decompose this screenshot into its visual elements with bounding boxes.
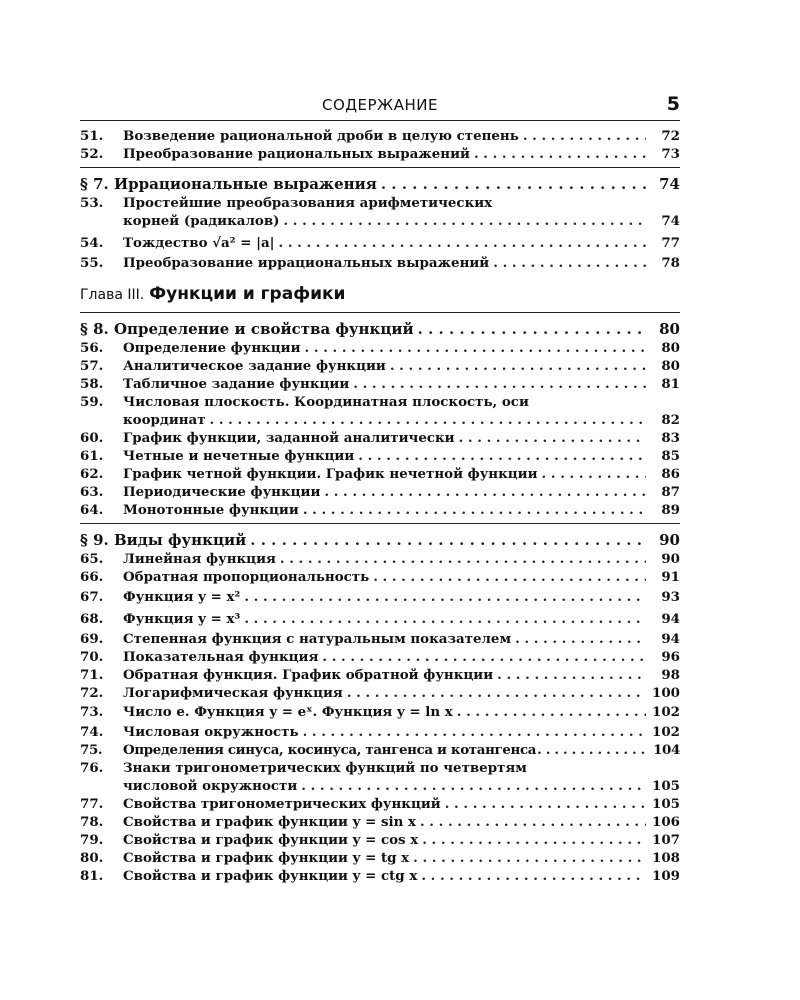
leader-dots: [537, 741, 649, 759]
entry-title: График четной функции. График нечетной функции: [123, 466, 538, 482]
section-page: 74: [659, 175, 680, 193]
entry-number: 72.: [80, 685, 104, 701]
entry-page: 96: [661, 649, 680, 665]
entry-number: 78.: [80, 814, 104, 830]
page-header: [80, 93, 680, 121]
entry-title-continued: корней (радикалов): [123, 213, 280, 229]
toc-entry[interactable]: [80, 447, 680, 465]
entry-title: Определение функции: [123, 340, 301, 356]
entry-number: 54.: [80, 235, 104, 251]
toc-entry[interactable]: [80, 339, 680, 357]
leader-dots: [418, 319, 646, 339]
leader-dots: [493, 254, 646, 272]
entry-number: 71.: [80, 667, 104, 683]
entry-page: 105: [652, 778, 680, 794]
toc-entry[interactable]: [80, 232, 680, 254]
entry-number: 58.: [80, 376, 104, 392]
section-heading[interactable]: [80, 174, 680, 194]
entry-number: 57.: [80, 358, 104, 374]
toc-entry[interactable]: [80, 759, 680, 777]
leader-dots: [250, 530, 646, 550]
entry-number: 75.: [80, 742, 103, 758]
chapter-title: Функции и графики: [149, 284, 346, 304]
entry-number: 67.: [80, 589, 104, 605]
entry-title: Обратная функция. График обратной функции: [123, 667, 494, 683]
toc-entry[interactable]: [80, 795, 680, 813]
toc-entry[interactable]: [80, 702, 680, 723]
entry-number: 77.: [80, 796, 104, 812]
toc-entry[interactable]: [80, 867, 680, 885]
leader-dots: [542, 465, 646, 483]
leader-dots: [322, 648, 646, 666]
entry-title: Логарифмическая функция: [123, 685, 343, 701]
leader-dots: [324, 483, 646, 501]
toc-page: [80, 93, 680, 885]
entry-title: Свойства и график функции y = sin x: [123, 814, 416, 830]
entry-number: 59.: [80, 394, 104, 410]
leader-dots: [381, 174, 646, 194]
leader-dots: [445, 795, 646, 813]
section-heading[interactable]: [80, 530, 680, 550]
entry-number: 66.: [80, 569, 104, 585]
entry-page: 73: [661, 146, 680, 162]
leader-dots: [422, 831, 646, 849]
entry-number: 70.: [80, 649, 104, 665]
entry-number: 55.: [80, 255, 104, 271]
toc-entry[interactable]: [80, 254, 680, 272]
leader-dots: [413, 849, 646, 867]
entry-page: 94: [661, 631, 680, 647]
leader-dots: [390, 357, 646, 375]
leader-dots: [523, 127, 646, 145]
toc-entry[interactable]: [80, 684, 680, 702]
entry-page: 102: [652, 724, 680, 740]
toc-entry[interactable]: [80, 586, 680, 608]
entry-title: Определения синуса, косинуса, тангенса и котангенса: [123, 742, 537, 758]
leader-dots: [305, 339, 646, 357]
entry-title: Аналитическое задание функции: [123, 358, 386, 374]
section-title: § 8. Определение и свойства функций: [80, 320, 414, 338]
leader-dots: [347, 684, 646, 702]
entry-number: 79.: [80, 832, 104, 848]
toc-entry[interactable]: [80, 741, 680, 759]
toc-entry-continuation[interactable]: [80, 411, 680, 429]
toc-entry-continuation[interactable]: [80, 777, 680, 795]
entry-title-continued: числовой окружности: [123, 778, 298, 794]
entry-title: Свойства тригонометрических функций: [123, 796, 441, 812]
leader-dots: [280, 550, 646, 568]
toc-entry[interactable]: [80, 127, 680, 145]
entry-page: 93: [661, 589, 680, 605]
entry-number: 62.: [80, 466, 104, 482]
leader-dots: [303, 501, 646, 519]
section-divider: [80, 523, 680, 524]
header-page-number: 5: [666, 93, 680, 115]
entry-page: 82: [661, 412, 680, 428]
entry-page: 104: [653, 742, 680, 758]
leader-dots: [420, 813, 646, 831]
leader-dots: [358, 447, 646, 465]
section-heading[interactable]: [80, 319, 680, 339]
toc-entry[interactable]: [80, 608, 680, 630]
entry-page: 83: [661, 430, 680, 446]
leader-dots: [244, 586, 646, 608]
toc-entry[interactable]: [80, 145, 680, 163]
toc-entry[interactable]: [80, 568, 680, 586]
leader-dots: [474, 145, 646, 163]
toc-entry[interactable]: [80, 630, 680, 648]
toc-entry[interactable]: [80, 194, 680, 212]
leader-dots: [421, 867, 646, 885]
leader-dots: [459, 429, 646, 447]
entry-page: 81: [661, 376, 680, 392]
entry-title: Возведение рациональной дроби в целую степень: [123, 128, 519, 144]
entry-page: 77: [661, 235, 680, 251]
leader-dots: [353, 375, 646, 393]
leader-dots: [457, 702, 646, 723]
entry-title: Числовая окружность: [123, 724, 299, 740]
entry-title: Число e. Функция y = eˣ. Функция y = ln x: [123, 704, 453, 720]
toc-entry[interactable]: [80, 465, 680, 483]
entry-page: 94: [661, 611, 680, 627]
entry-title: Линейная функция: [123, 551, 276, 567]
entry-number: 65.: [80, 551, 104, 567]
entry-title: Свойства и график функции y = ctg x: [123, 868, 418, 884]
header-title: СОДЕРЖАНИЕ: [322, 96, 438, 114]
entry-title: Показательная функция: [123, 649, 319, 665]
entry-title-continued: координат: [123, 412, 206, 428]
leader-dots: [515, 630, 646, 648]
leader-dots: [373, 568, 646, 586]
entry-page: 102: [652, 704, 680, 720]
toc-entry[interactable]: [80, 849, 680, 867]
leader-dots: [497, 666, 646, 684]
entry-number: 73.: [80, 704, 104, 720]
entry-title: Табличное задание функции: [123, 376, 350, 392]
entry-title: Числовая плоскость. Координатная плоскость, оси: [123, 394, 529, 410]
leader-dots: [283, 212, 646, 230]
section-divider: [80, 312, 680, 313]
leader-dots: [303, 723, 646, 741]
entry-page: 90: [661, 551, 680, 567]
entry-title: Знаки тригонометрических функций по четвертям: [123, 760, 527, 776]
entry-title: Тождество √a² = |a|: [123, 235, 275, 251]
entry-title: Периодические функции: [123, 484, 321, 500]
toc-entry[interactable]: [80, 393, 680, 411]
entry-number: 69.: [80, 631, 104, 647]
entry-title: Свойства и график функции y = tg x: [123, 850, 410, 866]
section-page: 90: [659, 531, 680, 549]
toc-entry[interactable]: [80, 813, 680, 831]
entry-number: 51.: [80, 128, 104, 144]
entry-title: Функция y = x²: [123, 589, 241, 605]
toc-entry[interactable]: [80, 666, 680, 684]
entry-number: 52.: [80, 146, 104, 162]
entry-page: 86: [661, 466, 680, 482]
entry-title: Обратная пропорциональность: [123, 569, 370, 585]
toc-entry[interactable]: [80, 723, 680, 741]
entry-title: Степенная функция с натуральным показателем: [123, 631, 512, 647]
section-title: § 7. Иррациональные выражения: [80, 175, 377, 193]
entry-title: Четные и нечетные функции: [123, 448, 355, 464]
entry-page: 89: [661, 502, 680, 518]
toc-entry[interactable]: [80, 550, 680, 568]
entry-page: 80: [661, 358, 680, 374]
entry-number: 80.: [80, 850, 104, 866]
entry-page: 106: [652, 814, 680, 830]
chapter-heading[interactable]: [80, 284, 680, 308]
entry-title: Монотонные функции: [123, 502, 299, 518]
entry-page: 109: [652, 868, 680, 884]
entry-page: 100: [652, 685, 680, 701]
toc-entry[interactable]: [80, 375, 680, 393]
section-page: 80: [659, 320, 680, 338]
entry-number: 74.: [80, 724, 104, 740]
entry-page: 87: [661, 484, 680, 500]
toc-entry[interactable]: [80, 648, 680, 666]
entry-number: 81.: [80, 868, 104, 884]
toc-entry[interactable]: [80, 501, 680, 519]
entry-page: 85: [661, 448, 680, 464]
entry-number: 76.: [80, 760, 104, 776]
entry-page: 74: [661, 213, 680, 229]
entry-title: Преобразование рациональных выражений: [123, 146, 470, 162]
entry-title: Преобразование иррациональных выражений: [123, 255, 490, 271]
entry-title: Простейшие преобразования арифметических: [123, 195, 493, 211]
entry-title: Функция y = x³: [123, 611, 241, 627]
entry-title: Свойства и график функции y = cos x: [123, 832, 419, 848]
leader-dots: [244, 608, 646, 630]
entry-page: 78: [661, 255, 680, 271]
entry-number: 68.: [80, 611, 104, 627]
chapter-prefix: Глава III.: [80, 287, 145, 303]
entry-page: 98: [661, 667, 680, 683]
entry-number: 56.: [80, 340, 104, 356]
entry-number: 53.: [80, 195, 104, 211]
toc-entry-continuation[interactable]: [80, 212, 680, 230]
entry-page: 80: [661, 340, 680, 356]
toc-entry[interactable]: [80, 831, 680, 849]
entry-page: 91: [661, 569, 680, 585]
leader-dots: [210, 411, 646, 429]
leader-dots: [301, 777, 646, 795]
section-title: § 9. Виды функций: [80, 531, 247, 549]
entry-number: 60.: [80, 430, 104, 446]
toc-entry[interactable]: [80, 429, 680, 447]
section-divider: [80, 167, 680, 168]
entry-number: 64.: [80, 502, 104, 518]
toc-entry[interactable]: [80, 483, 680, 501]
entry-page: 108: [652, 850, 680, 866]
toc-entry[interactable]: [80, 357, 680, 375]
entry-page: 107: [652, 832, 680, 848]
entry-number: 63.: [80, 484, 104, 500]
leader-dots: [279, 232, 646, 254]
entry-number: 61.: [80, 448, 104, 464]
entry-title: График функции, заданной аналитически: [123, 430, 455, 446]
entry-page: 72: [661, 128, 680, 144]
entry-page: 105: [652, 796, 680, 812]
